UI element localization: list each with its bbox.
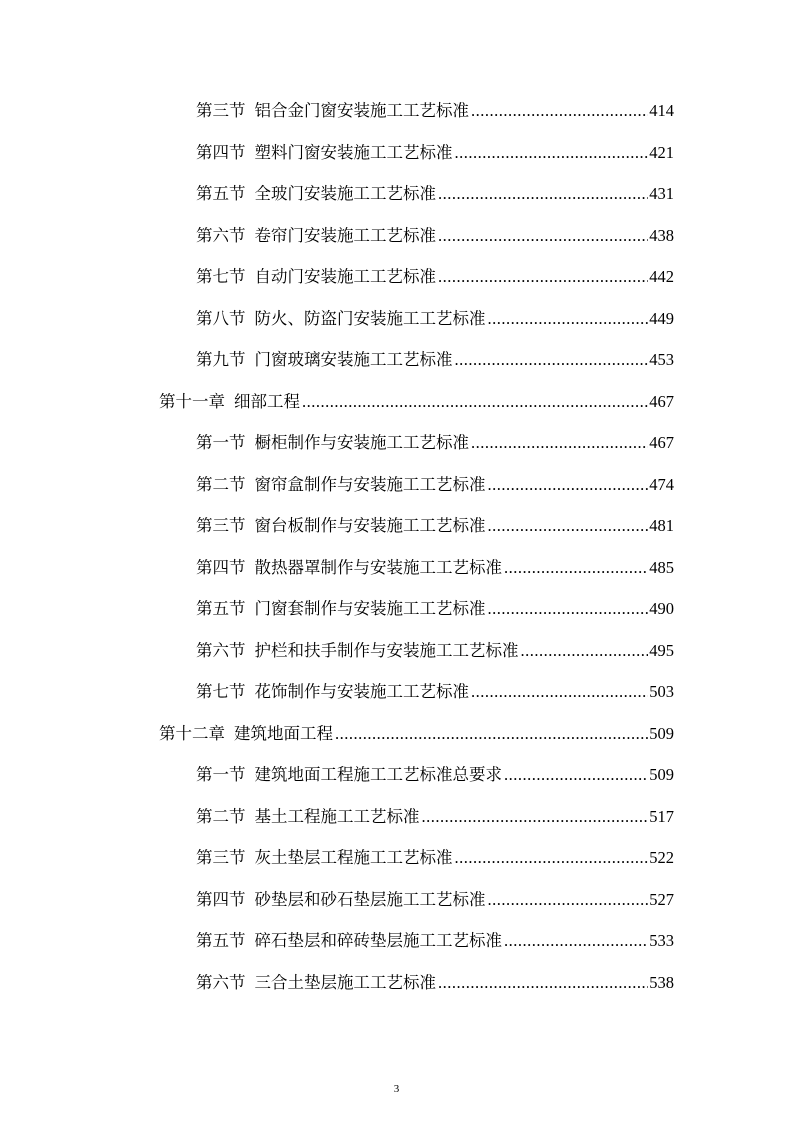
toc-entry-number: 第十二章 <box>159 723 225 743</box>
toc-entry-title: 卷帘门安装施工工艺标准 <box>254 225 436 245</box>
toc-entry-page: 474 <box>649 474 674 494</box>
toc-entry-number: 第七节 <box>196 267 246 286</box>
toc-entry-page: 490 <box>649 599 674 618</box>
toc-section-entry[interactable] <box>196 175 674 205</box>
dot-leader <box>488 474 649 496</box>
toc-section-entry[interactable] <box>196 756 674 786</box>
toc-entry-page: 503 <box>649 682 674 701</box>
dot-leader <box>488 308 649 330</box>
toc-entry-page: 522 <box>649 848 674 867</box>
toc-entry-title: 塑料门窗安装施工工艺标准 <box>254 142 453 162</box>
toc-entry-title: 砂垫层和砂石垫层施工工艺标准 <box>254 889 486 909</box>
dot-leader <box>438 225 648 247</box>
toc-section-entry[interactable] <box>196 881 674 911</box>
toc-section-entry[interactable] <box>196 798 674 828</box>
toc-entry-page: 421 <box>649 142 674 162</box>
toc-section-entry[interactable] <box>196 92 674 122</box>
toc-entry-number: 第二节 <box>196 806 246 826</box>
dot-leader <box>488 515 649 537</box>
toc-entry-title: 灰土垫层工程施工工艺标准 <box>254 848 453 867</box>
toc-section-entry[interactable] <box>196 466 674 496</box>
toc-entry-title: 细部工程 <box>234 391 300 411</box>
toc-entry-number: 第一节 <box>196 433 246 452</box>
toc-entry-number: 第十一章 <box>159 391 225 411</box>
toc-entry-number: 第四节 <box>196 889 246 909</box>
toc-entry-title: 全玻门安装施工工艺标准 <box>254 184 436 203</box>
toc-entry-page: 538 <box>649 972 674 992</box>
toc-entry-page: 495 <box>649 640 674 660</box>
toc-entry-number: 第五节 <box>196 931 246 950</box>
toc-section-entry[interactable] <box>196 922 674 952</box>
toc-entry-number: 第七节 <box>196 682 246 701</box>
page-number: 3 <box>393 1083 400 1095</box>
toc-entry-title: 护栏和扶手制作与安装施工工艺标准 <box>254 640 519 660</box>
toc-entry-title: 窗台板制作与安装施工工艺标准 <box>254 516 486 535</box>
toc-entry-number: 第三节 <box>196 848 246 867</box>
toc-entry-number: 第六节 <box>196 225 246 245</box>
dot-leader <box>455 142 649 164</box>
toc-entry-page: 453 <box>649 350 674 369</box>
dot-leader <box>471 432 648 454</box>
toc-entry-title: 自动门安装施工工艺标准 <box>254 267 436 286</box>
dot-leader <box>504 764 648 786</box>
toc-entry-page: 414 <box>649 101 674 120</box>
toc-section-entry[interactable] <box>196 341 674 371</box>
dot-leader <box>504 557 648 579</box>
toc-entry-page: 467 <box>649 391 674 411</box>
toc-entry-title: 建筑地面工程施工工艺标准总要求 <box>254 765 502 784</box>
toc-entry-page: 533 <box>649 931 674 950</box>
toc-entry-page: 527 <box>649 889 674 909</box>
toc-entry-number: 第二节 <box>196 474 246 494</box>
toc-entry-title: 窗帘盒制作与安装施工工艺标准 <box>254 474 486 494</box>
toc-entry-title: 碎石垫层和碎砖垫层施工工艺标准 <box>254 931 502 950</box>
toc-entry-title: 铝合金门窗安装施工工艺标准 <box>254 101 469 120</box>
toc-section-entry[interactable] <box>196 673 674 703</box>
toc-entry-number: 第四节 <box>196 142 246 162</box>
toc-entry-page: 438 <box>649 225 674 245</box>
toc-entry-number: 第五节 <box>196 184 246 203</box>
toc-section-entry[interactable] <box>196 134 674 164</box>
toc-entry-title: 基土工程施工工艺标准 <box>254 806 420 826</box>
toc-entry-number: 第六节 <box>196 640 246 660</box>
toc-section-entry[interactable] <box>196 839 674 869</box>
toc-entry-page: 509 <box>649 723 674 743</box>
toc-chapter-entry[interactable] <box>159 715 674 745</box>
toc-entry-title: 花饰制作与安装施工工艺标准 <box>254 682 469 701</box>
toc-entry-title: 门窗套制作与安装施工工艺标准 <box>254 599 486 618</box>
toc-entry-page: 485 <box>649 557 674 577</box>
toc-entry-title: 三合土垫层施工工艺标准 <box>254 972 436 992</box>
toc-section-entry[interactable] <box>196 300 674 330</box>
dot-leader <box>438 266 648 288</box>
dot-leader <box>521 640 649 662</box>
toc-entry-number: 第三节 <box>196 516 246 535</box>
dot-leader <box>488 598 649 620</box>
dot-leader <box>438 972 648 994</box>
toc-entry-number: 第八节 <box>196 308 246 328</box>
toc-entry-page: 449 <box>649 308 674 328</box>
toc-entry-number: 第三节 <box>196 101 246 120</box>
dot-leader <box>422 806 649 828</box>
toc-section-entry[interactable] <box>196 217 674 247</box>
toc-entry-number: 第九节 <box>196 350 246 369</box>
dot-leader <box>302 391 648 413</box>
toc-entry-title: 建筑地面工程 <box>234 723 333 743</box>
dot-leader <box>335 723 648 745</box>
toc-entry-page: 442 <box>649 267 674 286</box>
dot-leader <box>471 681 648 703</box>
toc-entry-number: 第四节 <box>196 557 246 577</box>
dot-leader <box>455 847 649 869</box>
toc-entry-title: 门窗玻璃安装施工工艺标准 <box>254 350 453 369</box>
toc-section-entry[interactable] <box>196 258 674 288</box>
toc-section-entry[interactable] <box>196 549 674 579</box>
toc-entry-title: 橱柜制作与安装施工工艺标准 <box>254 433 469 452</box>
dot-leader <box>438 183 648 205</box>
toc-entry-title: 散热器罩制作与安装施工工艺标准 <box>254 557 502 577</box>
toc-chapter-entry[interactable] <box>159 383 674 413</box>
toc-entry-title: 防火、防盗门安装施工工艺标准 <box>254 308 486 328</box>
toc-entry-number: 第六节 <box>196 972 246 992</box>
toc-entry-page: 517 <box>649 806 674 826</box>
dot-leader <box>455 349 649 371</box>
toc-entry-page: 481 <box>649 516 674 535</box>
toc-entry-number: 第一节 <box>196 765 246 784</box>
dot-leader <box>488 889 649 911</box>
toc-section-entry[interactable] <box>196 590 674 620</box>
toc-section-entry[interactable] <box>196 507 674 537</box>
toc-entry-number: 第五节 <box>196 599 246 618</box>
toc-section-entry[interactable] <box>196 424 674 454</box>
toc-entry-page: 509 <box>649 765 674 784</box>
toc-section-entry[interactable] <box>196 632 674 662</box>
toc-entry-page: 431 <box>649 184 674 203</box>
dot-leader <box>471 100 648 122</box>
dot-leader <box>504 930 648 952</box>
toc-section-entry[interactable] <box>196 964 674 994</box>
toc-entry-page: 467 <box>649 433 674 452</box>
